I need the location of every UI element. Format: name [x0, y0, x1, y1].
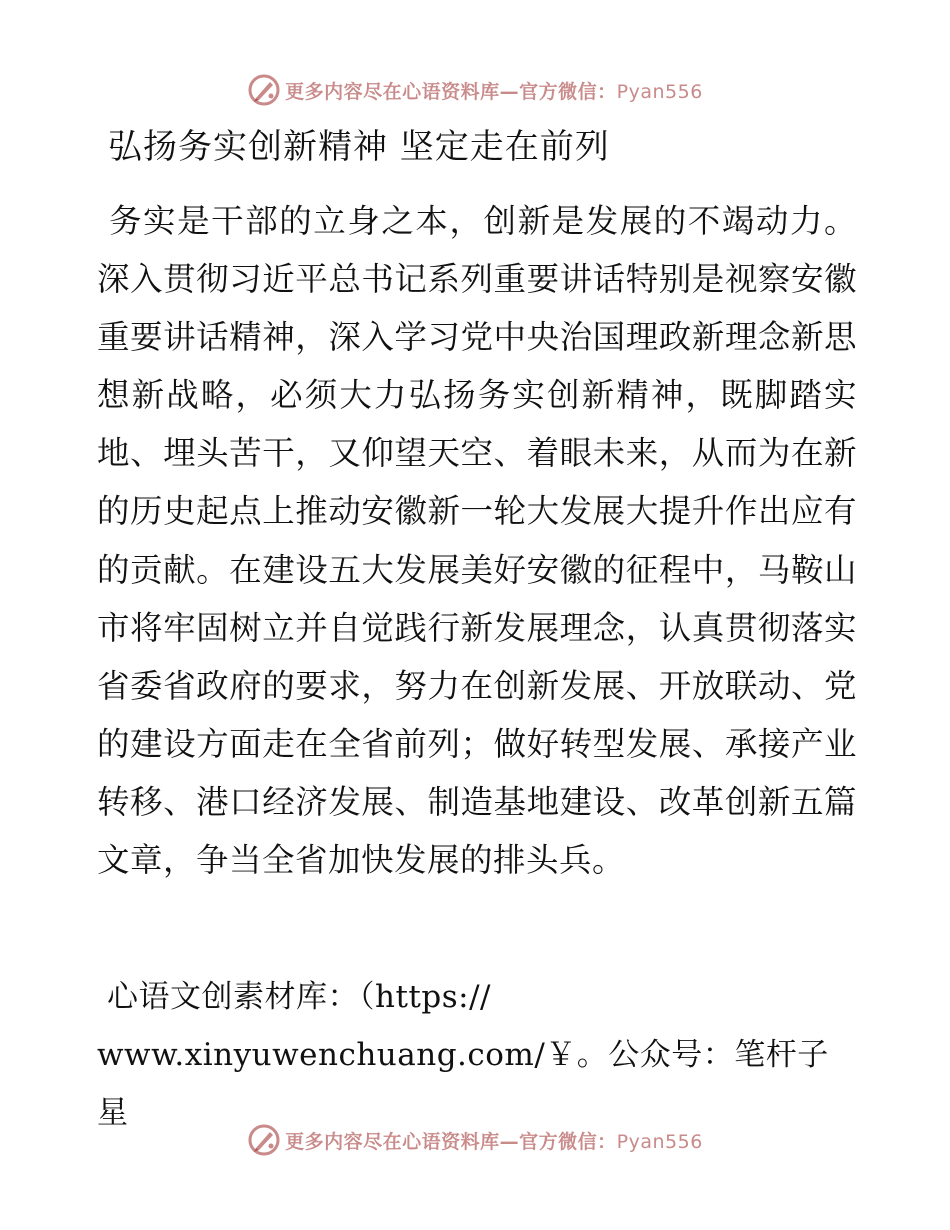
top-watermark-banner [0, 70, 950, 110]
source-line-2: www.xinyuwenchuang.com/￥。公众号：笔杆子星 [97, 1037, 829, 1131]
source-note [97, 968, 857, 1142]
wechat-account: Pyan556 [616, 1130, 703, 1153]
document-title: 弘扬务实创新精神 坚定走在前列 [108, 127, 610, 167]
bottom-watermark-banner [0, 1120, 950, 1160]
body-paragraph: 务实是干部的立身之本，创新是发展的不竭动力。深入贯彻习近平总书记系列重要讲话特别是视察安徽重要讲话精神，深入学习党中央治国理政新理念新思想新战略，必须大力弘扬务实创新精神，既脚踏实地、埋头苦干，又仰望天空、着眼未来，从而为在新的历史起点上推动安徽新一轮大发展大提升作出应有的贡献。在建设五大发展美好安徽的征程中，马鞍山市将牢固树立并自觉践行新发展理念，认真贯彻落实省委省政府的要求，努力在创新发展、开放联动、党的建设方面走在全省前列；做好转型发展、承接产业转移、港口经济发展、制造基地建设、改革创新五篇文章，争当全省加快发展的排头兵。 [97, 202, 857, 880]
banner-text: 更多内容尽在心语资料库—官方微信：Pyan556 [285, 80, 703, 103]
banner-text: 更多内容尽在心语资料库—官方微信：Pyan556 [285, 1130, 703, 1153]
wechat-account: Pyan556 [616, 80, 703, 103]
pen-logo-icon [247, 1123, 281, 1157]
source-line-1: 心语文创素材库：（https:// [107, 979, 491, 1015]
pen-logo-icon [247, 73, 281, 107]
